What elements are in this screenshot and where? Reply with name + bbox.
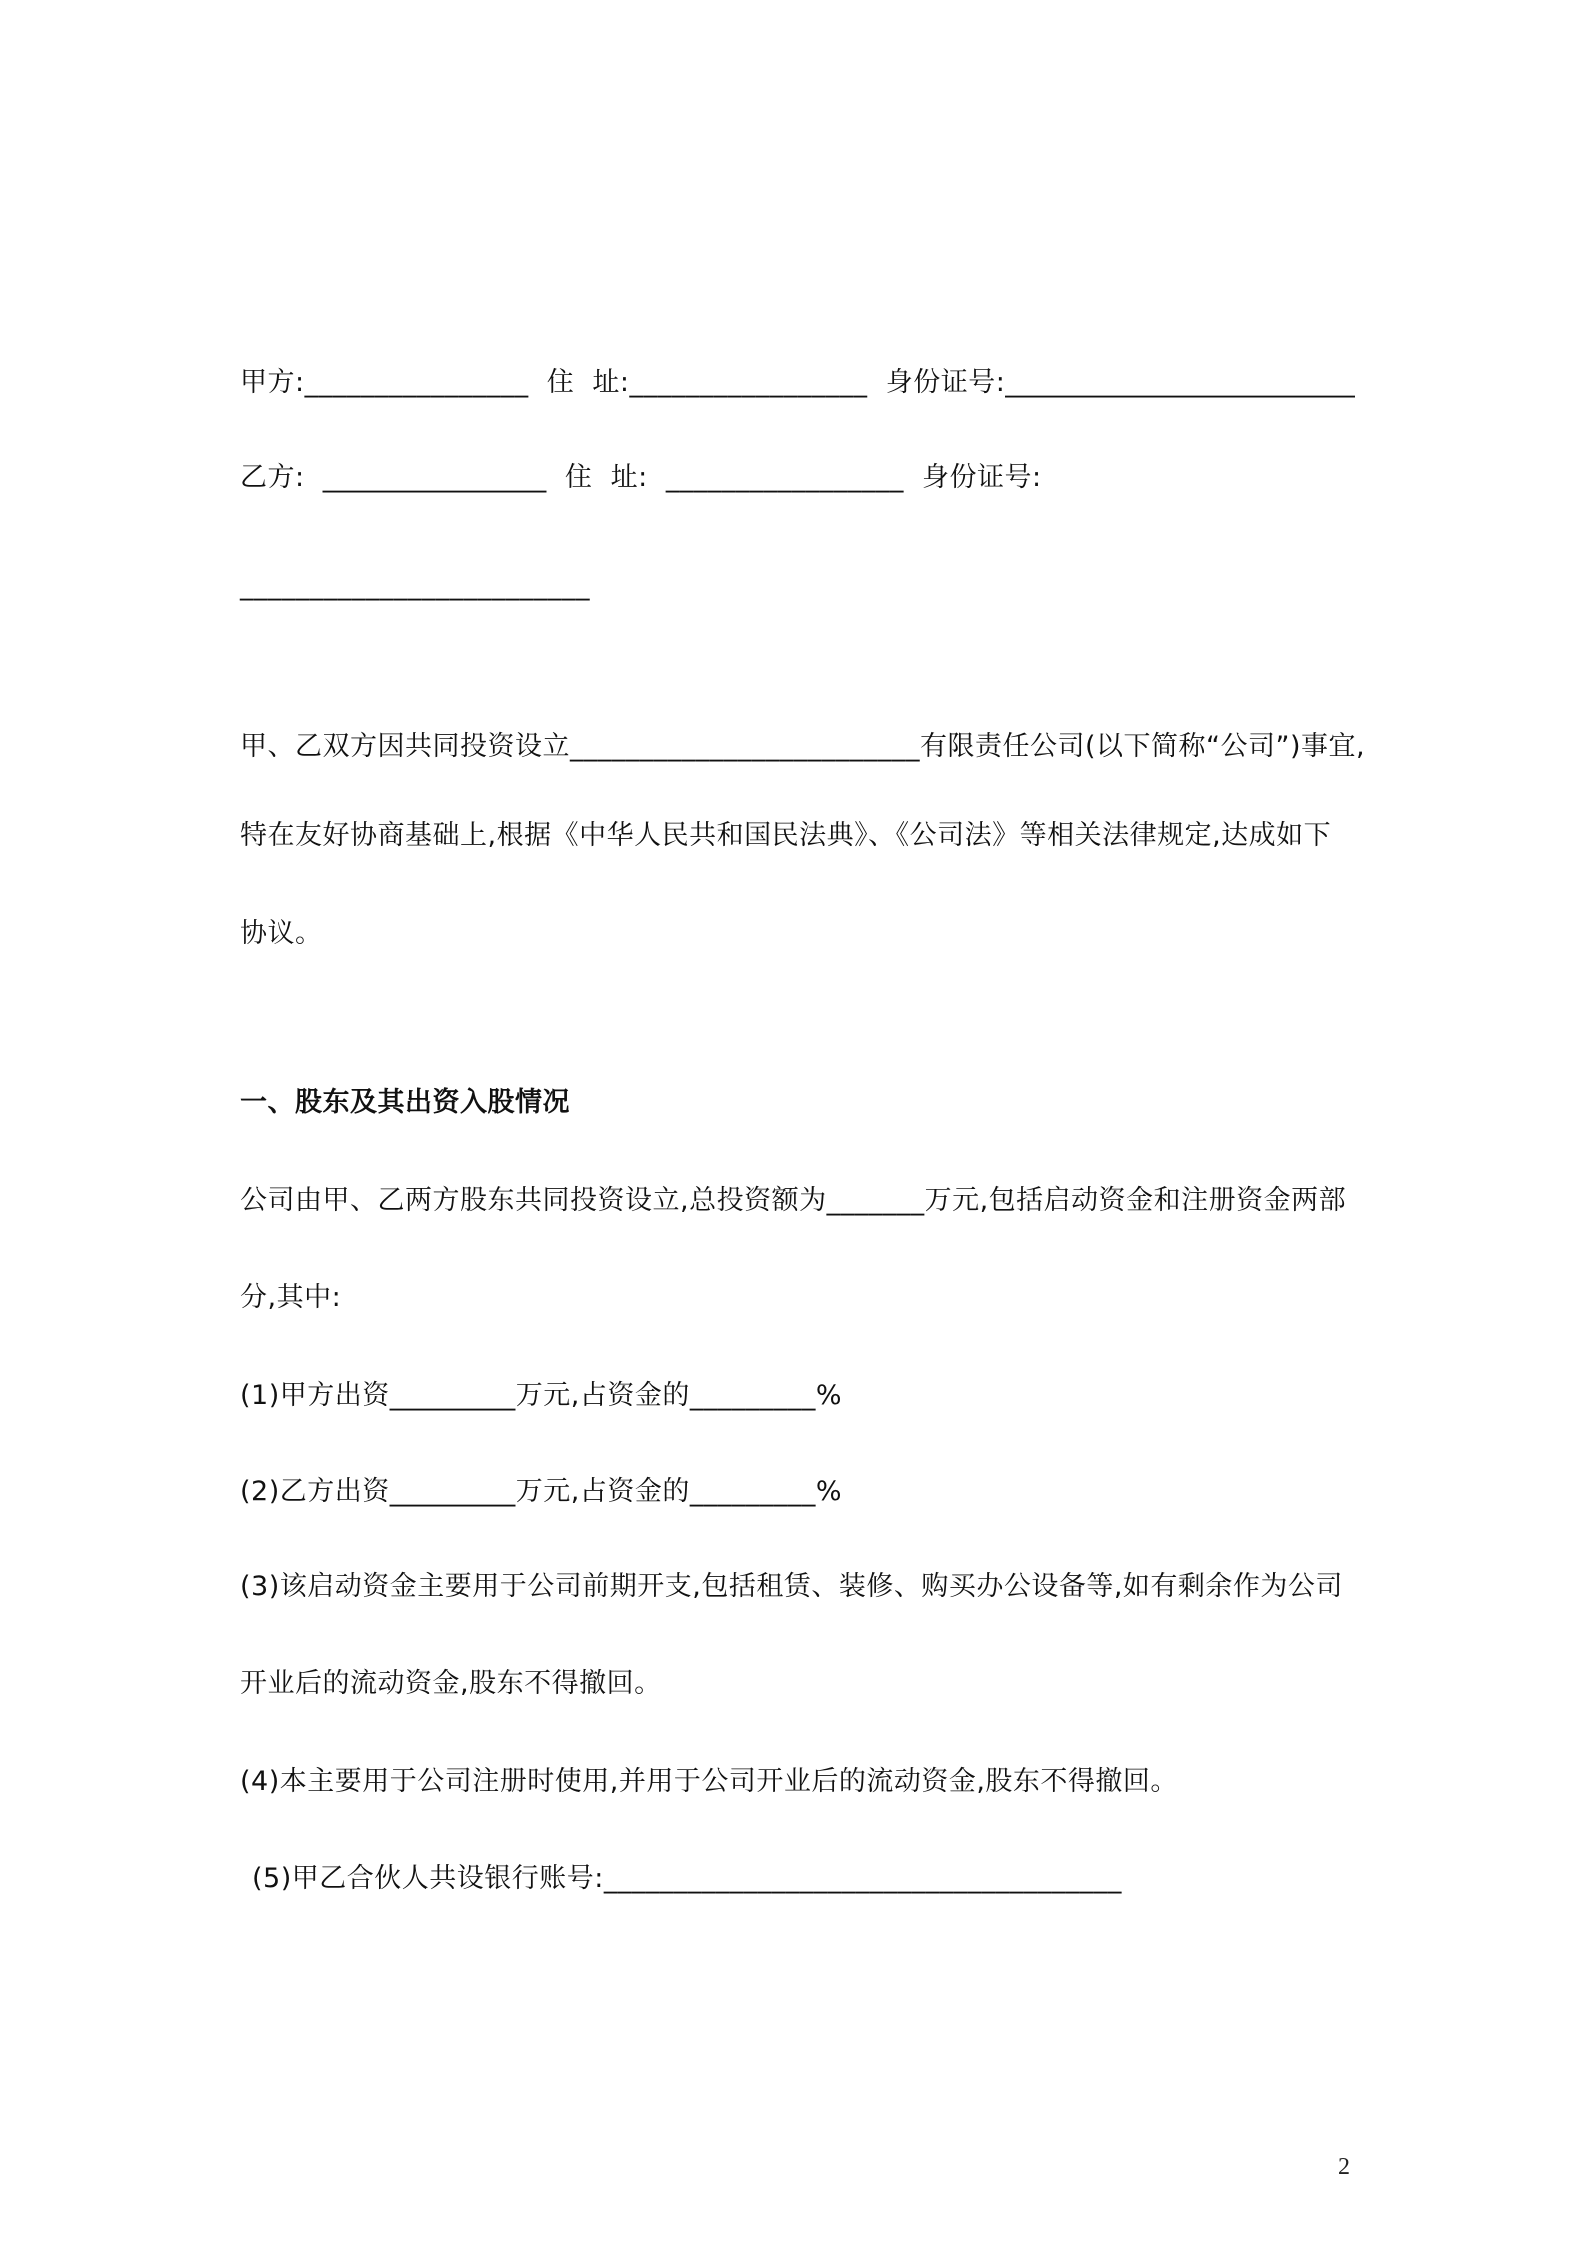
page-number: 2 xyxy=(1338,2154,1350,2180)
party-a-line: 甲方:________________ 住 址:_________________ 身份证号:_________________________ xyxy=(240,367,1356,398)
item-1-party-a-contribution: (1)甲方出资_________万元,占资金的_________% xyxy=(240,1380,842,1411)
item-5-bank-account: (5)甲乙合伙人共设银行账号:_____________________________________ xyxy=(252,1863,1122,1894)
preamble-line-3: 协议。 xyxy=(240,918,323,949)
item-4: (4)本主要用于公司注册时使用,并用于公司开业后的流动资金,股东不得撤回。 xyxy=(240,1766,1178,1797)
section-1-intro-line-1: 公司由甲、乙两方股东共同投资设立,总投资额为_______万元,包括启动资金和注册资金两部 xyxy=(240,1185,1347,1216)
preamble-line-1: 甲、乙双方因共同投资设立_________________________有限责任公司(以下简称“公司”)事宜, xyxy=(240,731,1366,762)
section-1-heading: 一、股东及其出资入股情况 xyxy=(240,1087,570,1118)
item-3-line-1: (3)该启动资金主要用于公司前期开支,包括租赁、装修、购买办公设备等,如有剩余作为公司 xyxy=(240,1571,1343,1602)
preamble-line-2: 特在友好协商基础上,根据《中华人民共和国民法典》、《公司法》等相关法律规定,达成如下 xyxy=(240,820,1332,851)
item-3-line-2: 开业后的流动资金,股东不得撤回。 xyxy=(240,1668,662,1699)
party-b-line: 乙方: ________________ 住 址: _________________ 身份证号: xyxy=(240,462,1042,493)
item-2-party-b-contribution: (2)乙方出资_________万元,占资金的_________% xyxy=(240,1476,842,1507)
section-1-intro-line-2: 分,其中: xyxy=(240,1282,342,1313)
party-b-id-blank: _________________________ xyxy=(240,570,590,601)
